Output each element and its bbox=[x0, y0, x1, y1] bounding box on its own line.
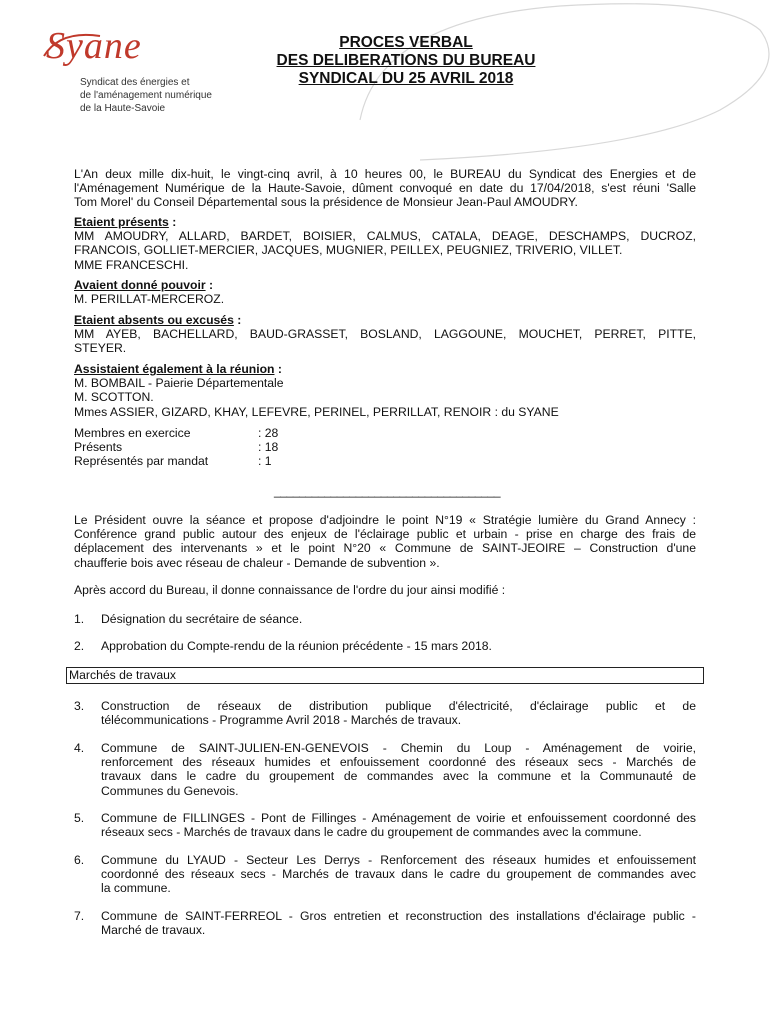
document-title bbox=[200, 34, 612, 88]
item-line: renforcement des réseaux humides et enfouissement coordonné des réseaux secs - Marchés de bbox=[101, 755, 696, 770]
presents-line: MME FRANCESCHI. bbox=[74, 257, 189, 272]
president-paragraph bbox=[74, 513, 696, 570]
item-text bbox=[101, 699, 696, 727]
absents-heading: Etaient absents ou excusés bbox=[74, 313, 234, 327]
presents-line: FRANCOIS, GOLLIET-MERCIER, JACQUES, MUGNIER, PEILLEX, PEUGNIEZ, TRIVERIO, VILLET. bbox=[74, 243, 623, 258]
presents-line: MM AMOUDRY, ALLARD, BARDET, BOISIER, CALMUS, CATALA, DEAGE, DESCHAMPS, DUCROZ, bbox=[74, 229, 696, 244]
intro-line: l'Aménagement Numérique de la Haute-Savoie, dûment convoqué en date du 17/04/2018, s'est réuni 'Salle bbox=[74, 181, 696, 196]
item-line: Commune de FILLINGES - Pont de Fillinges - Aménagement de voirie et enfouissement coordonné des bbox=[101, 811, 696, 825]
item-line: Commune du LYAUD - Secteur Les Derrys - Renforcement des réseaux humides et enfouissement bbox=[101, 853, 696, 867]
item-number: 7. bbox=[74, 909, 85, 923]
item-number: 1. bbox=[74, 612, 85, 626]
item-number: 3. bbox=[74, 699, 85, 713]
stat-row bbox=[74, 426, 374, 440]
presents-heading: Etaient présents bbox=[74, 215, 169, 229]
stat-value: : 28 bbox=[258, 426, 279, 440]
assistaient-section bbox=[74, 362, 696, 419]
assistaient-line: M. BOMBAIL - Paierie Départementale bbox=[74, 376, 284, 391]
item-line: réseaux secs - Marchés de travaux dans le cadre du groupement de commandes avec la commune. bbox=[101, 825, 642, 840]
stat-label: Représentés par mandat bbox=[74, 454, 209, 469]
item-line: Commune de SAINT-FERREOL - Gros entretien et reconstruction des installations d'éclairage public - bbox=[101, 909, 696, 923]
president-line: chaufferie bois avec réseau de chaleur - Demande de subvention ». bbox=[74, 555, 440, 570]
absents-line: STEYER. bbox=[74, 341, 127, 356]
item-line: Construction de réseaux de distribution publique d'électricité, d'éclairage public et de bbox=[101, 699, 696, 713]
item-line: travaux dans le cadre du groupement de commandes avec la commune et la Communauté de bbox=[101, 769, 696, 784]
presents-section bbox=[74, 215, 696, 272]
stat-value: : 18 bbox=[258, 440, 279, 455]
president-line: déplacement des intervenants » et le point N°20 « Commune de SAINT-JEOIRE – Construction d'une bbox=[74, 541, 696, 556]
item-line: Approbation du Compte-rendu de la réunion précédente - 15 mars 2018. bbox=[101, 639, 492, 653]
section-heading-box: Marchés de travaux bbox=[66, 667, 704, 684]
item-number: 5. bbox=[74, 811, 85, 825]
item-number: 6. bbox=[74, 853, 85, 867]
heading-colon: : bbox=[205, 278, 214, 292]
absents-line: MM AYEB, BACHELLARD, BAUD-GRASSET, BOSLAND, LAGGOUNE, MOUCHET, PERRET, PITTE, bbox=[74, 327, 696, 342]
assistaient-line: Mmes ASSIER, GIZARD, KHAY, LEFEVRE, PERINEL, PERRILLAT, RENOIR : du SYANE bbox=[74, 404, 559, 419]
stat-label: Présents bbox=[74, 440, 123, 455]
title-line: SYNDICAL DU 25 AVRIL 2018 bbox=[298, 70, 514, 87]
intro-paragraph bbox=[74, 167, 696, 210]
stat-row bbox=[74, 440, 374, 454]
intro-line: Tom Morel' du Conseil Départemental sous la présidence de Monsieur Jean-Paul AMOUDRY. bbox=[74, 195, 578, 210]
heading-colon: : bbox=[168, 215, 177, 229]
item-text bbox=[101, 853, 696, 896]
logo-wordmark: Syane bbox=[46, 25, 142, 67]
item-number: 4. bbox=[74, 741, 85, 755]
pouvoir-heading: Avaient donné pouvoir bbox=[74, 278, 206, 292]
stat-value: : 1 bbox=[258, 454, 272, 469]
title-line: DES DELIBERATIONS DU BUREAU bbox=[276, 52, 536, 69]
stat-row bbox=[74, 454, 374, 468]
pouvoir-section bbox=[74, 278, 696, 306]
item-text bbox=[101, 639, 696, 653]
stat-label: Membres en exercice bbox=[74, 426, 191, 440]
item-line: Désignation du secrétaire de séance. bbox=[101, 612, 303, 626]
logo-subtitle-line: de la Haute-Savoie bbox=[80, 103, 166, 114]
item-line: télécommunications - Programme Avril 2018 - Marchés de travaux. bbox=[101, 713, 462, 728]
item-line: Marché de travaux. bbox=[101, 923, 206, 938]
pouvoir-line: M. PERILLAT-MERCEROZ. bbox=[74, 292, 225, 307]
item-line: la commune. bbox=[101, 881, 171, 896]
title-line: PROCES VERBAL bbox=[339, 34, 473, 51]
item-number: 2. bbox=[74, 639, 85, 653]
item-line: Communes du Genevois. bbox=[101, 783, 239, 798]
assistaient-line: M. SCOTTON. bbox=[74, 390, 154, 405]
logo-subtitle-line: Syndicat des énergies et bbox=[80, 77, 190, 88]
logo-subtitle-line: de l'aménagement numérique bbox=[80, 90, 212, 101]
separator-line: ____________________________________ bbox=[274, 484, 501, 498]
heading-colon: : bbox=[274, 362, 282, 376]
item-text bbox=[101, 612, 696, 626]
president-line: Conférence grand public autour des enjeux de l'éclairage public et urbain - prise en charge des frais de bbox=[74, 527, 696, 542]
heading-colon: : bbox=[233, 313, 242, 327]
absents-section bbox=[74, 313, 696, 356]
member-stats bbox=[74, 426, 374, 469]
item-line: Commune de SAINT-JULIEN-EN-GENEVOIS - Chemin du Loup - Aménagement de voirie, bbox=[101, 741, 696, 755]
item-text bbox=[101, 909, 696, 937]
item-line: coordonné des réseaux secs - Marchés de travaux dans le cadre du groupement de commandes avec bbox=[101, 867, 696, 882]
accord-paragraph: Après accord du Bureau, il donne connaissance de l'ordre du jour ainsi modifié : bbox=[74, 583, 506, 597]
president-line: Le Président ouvre la séance et propose d'adjoindre le point N°19 « Stratégie lumière du Grand Annecy : bbox=[74, 513, 696, 527]
item-text bbox=[101, 811, 696, 839]
assistaient-heading: Assistaient également à la réunion bbox=[74, 362, 275, 376]
item-text bbox=[101, 741, 696, 798]
intro-line: L'An deux mille dix-huit, le vingt-cinq avril, à 10 heures 00, le BUREAU du Syndicat des Energies et de bbox=[74, 167, 696, 181]
